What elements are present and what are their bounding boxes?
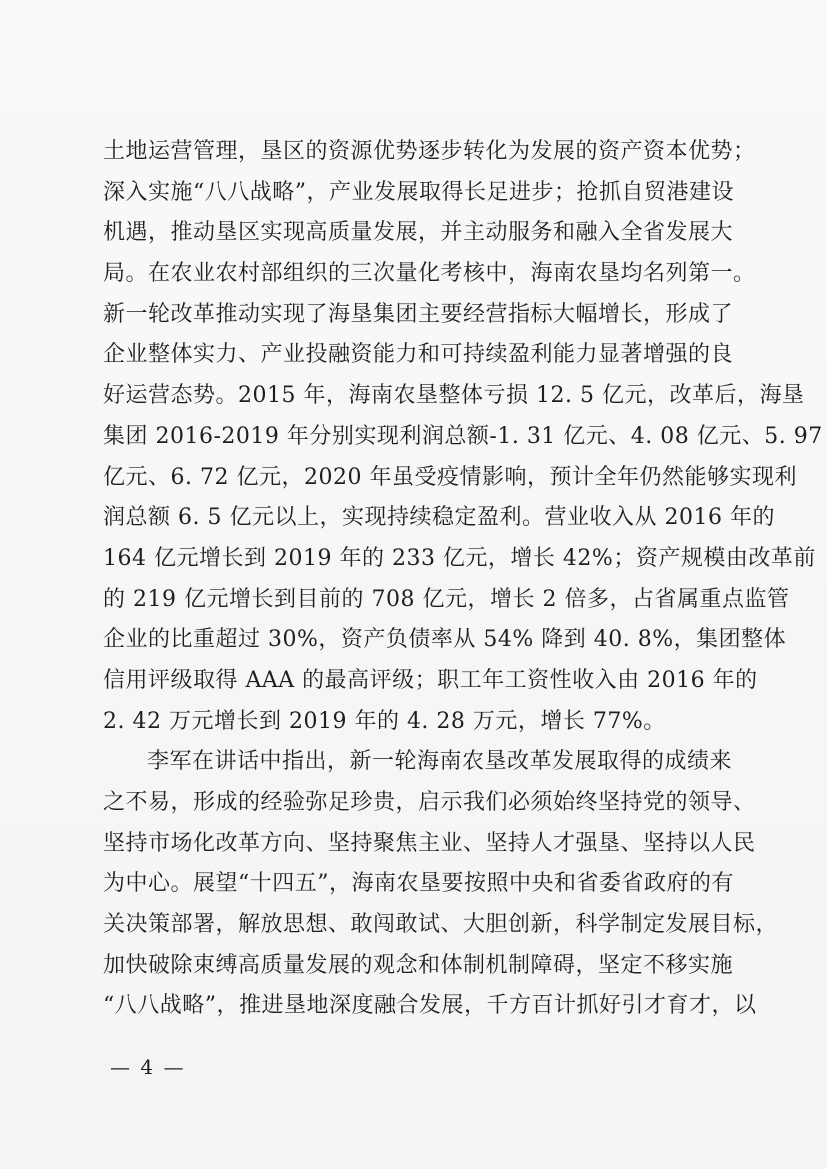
text-line: 关决策部署，解放思想、敢闯敢试、大胆创新，科学制定发展目标， bbox=[103, 912, 779, 938]
text-line: 164 亿元增长到 2019 年的 233 亿元，增长 42%；资产规模由改革前 bbox=[103, 545, 816, 571]
text-line: 为中心。展望“十四五”，海南农垦要按照中央和省委省政府的有 bbox=[103, 871, 734, 897]
text-line: 2. 42 万元增长到 2019 年的 4. 28 万元，增长 77%。 bbox=[103, 708, 666, 734]
text-line: 润总额 6. 5 亿元以上，实现持续稳定盈利。营业收入从 2016 年的 bbox=[103, 505, 775, 531]
text-line: 信用评级取得 AAA 的最高评级；职工年工资性收入由 2016 年的 bbox=[103, 667, 758, 693]
text-line: 之不易，形成的经验弥足珍贵，启示我们必须始终坚持党的领导、 bbox=[103, 790, 756, 815]
text-line: 亿元、6. 72 亿元，2020 年虽受疫情影响，预计全年仍然能够实现利 bbox=[103, 464, 797, 490]
text-line: 新一轮改革推动实现了海垦集团主要经营指标大幅增长，形成了 bbox=[103, 301, 734, 327]
text-line: 李军在讲话中指出，新一轮海南农垦改革发展取得的成绩来 bbox=[147, 749, 733, 775]
text-line: 坚持市场化改革方向、坚持聚焦主业、坚持人才强垦、坚持以人民 bbox=[103, 830, 756, 856]
page-number: — 4 — bbox=[110, 1055, 186, 1079]
body-text bbox=[103, 132, 823, 1027]
text-line: 企业整体实力、产业投融资能力和可持续盈利能力显著增强的良 bbox=[103, 342, 734, 368]
text-line: 加快破除束缚高质量发展的观念和体制机制障碍，坚定不移实施 bbox=[103, 952, 734, 978]
text-line: 好运营态势。2015 年，海南农垦整体亏损 12. 5 亿元，改革后，海垦 bbox=[103, 383, 805, 409]
text-line: 土地运营管理，垦区的资源优势逐步转化为发展的资产资本优势； bbox=[103, 139, 756, 164]
text-line: 深入实施“八八战略”，产业发展取得长足进步；抢抓自贸港建设 bbox=[103, 179, 734, 205]
text-line: “八八战略”，推进垦地深度融合发展，千方百计抓好引才育才，以 bbox=[103, 993, 757, 1019]
text-line: 的 219 亿元增长到目前的 708 亿元，增长 2 倍多，占省属重点监管 bbox=[103, 586, 790, 612]
text-line: 企业的比重超过 30%，资产负债率从 54% 降到 40. 8%，集团整体 bbox=[103, 627, 787, 653]
text-line: 集团 2016-2019 年分别实现利润总额-1. 31 亿元、4. 08 亿元、5. 97 bbox=[103, 423, 823, 449]
text-line: 机遇，推动垦区实现高质量发展，并主动服务和融入全省发展大 bbox=[103, 220, 734, 246]
text-line: 局。在农业农村部组织的三次量化考核中，海南农垦均名列第一。 bbox=[103, 261, 756, 287]
paragraph-1 bbox=[103, 132, 823, 742]
paragraph-2 bbox=[103, 742, 779, 1027]
